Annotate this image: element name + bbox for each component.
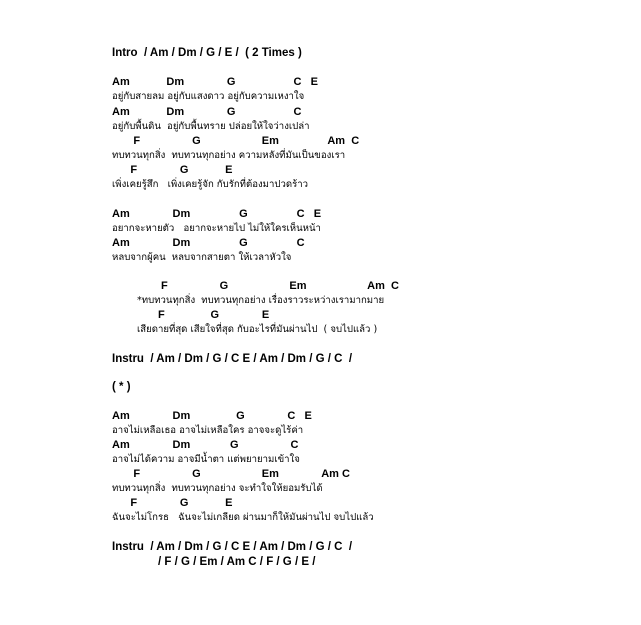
lyric-line: ทบทวนทุกสิ่ง ทบทวนทุกอย่าง ความหลังที่มันเป็นของเรา xyxy=(112,150,346,161)
instrumental-line: Instru / Am / Dm / G / C E / Am / Dm / G / C / xyxy=(112,353,353,365)
chord-line: F G Em Am C xyxy=(112,468,350,480)
lyric-line: *ทบทวนทุกสิ่ง ทบทวนทุกอย่าง เรื่องราวระหว่างเรามากมาย xyxy=(137,295,385,306)
chord-line: F G Em Am C xyxy=(161,280,399,292)
lyric-line: เสียดายที่สุด เสียใจที่สุด กับอะไรที่มันผ่านไป ( จบไปแล้ว ) xyxy=(137,324,378,335)
chord-line: Am Dm G C E xyxy=(112,410,312,422)
lyric-line: หลบจากผู้คน หลบจากสายตา ให้เวลาหัวใจ xyxy=(112,252,292,263)
chord-line: F G E xyxy=(158,309,270,321)
chord-line: F G E xyxy=(112,497,233,509)
lyric-line: อยู่กับพื้นดิน อยู่กับพื้นทราย ปล่อยให้ใจว่างเปล่า xyxy=(112,121,310,132)
chord-line: F G E xyxy=(112,164,233,176)
chord-line: Am Dm G C xyxy=(112,439,299,451)
chord-line: Am Dm G C xyxy=(112,237,305,249)
repeat-mark: ( * ) xyxy=(112,381,131,393)
intro-line: Intro / Am / Dm / G / E / ( 2 Times ) xyxy=(112,47,302,59)
instrumental-line-continued: / F / G / Em / Am C / F / G / E / xyxy=(158,556,316,568)
lyric-line: อยู่กับสายลม อยู่กับแสงดาว อยู่กับความเหงาใจ xyxy=(112,91,305,102)
lyric-line: อาจไม่เหลือเธอ อาจไม่เหลือใคร อาจจะดูไร้ค่า xyxy=(112,425,304,436)
lyric-line: ทบทวนทุกสิ่ง ทบทวนทุกอย่าง จะทำใจให้ยอมรับได้ xyxy=(112,483,323,494)
chord-line: F G Em Am C xyxy=(112,135,360,147)
chord-line: Am Dm G C E xyxy=(112,76,318,88)
lyric-line: อาจไม่ได้ความ อาจมีน้ำตา แต่พยายามเข้าใจ xyxy=(112,454,300,465)
lyric-line: เพิ่งเคยรู้สึก เพิ่งเคยรู้จัก กับรักที่ต้องมาปวดร้าว xyxy=(112,179,309,190)
instrumental-line: Instru / Am / Dm / G / C E / Am / Dm / G / C / xyxy=(112,541,353,553)
chord-line: Am Dm G C xyxy=(112,106,302,118)
chord-line: Am Dm G C E xyxy=(112,208,322,220)
lyric-line: ฉันจะไม่โกรธ ฉันจะไม่เกลียด ผ่านมาก็ให้มันผ่านไป จบไปแล้ว xyxy=(112,512,374,523)
lyric-line: อยากจะหายตัว อยากจะหายไป ไม่ให้ใครเห็นหน้า xyxy=(112,223,321,234)
